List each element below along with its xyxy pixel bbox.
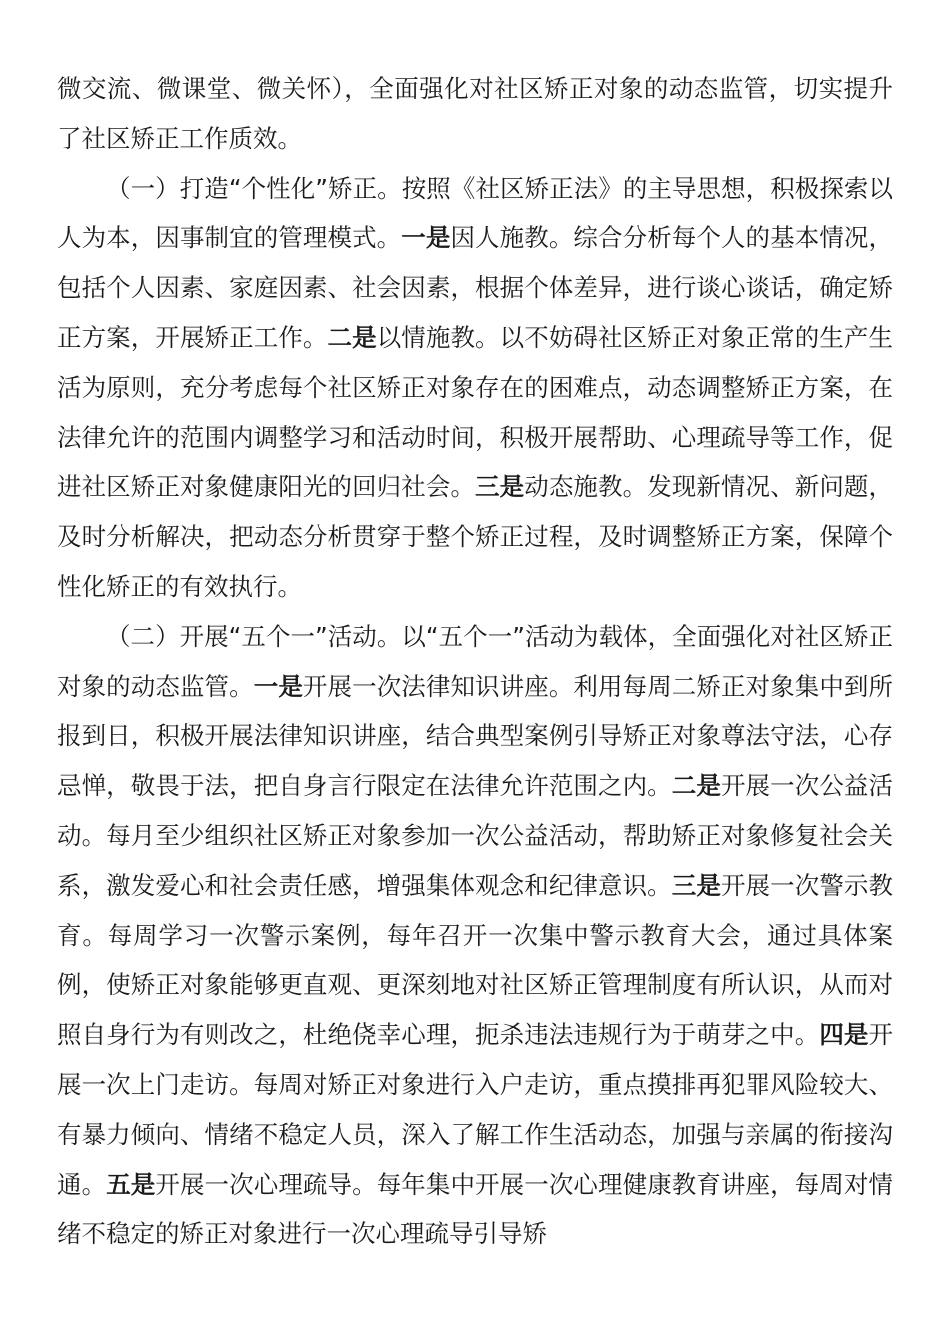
paragraph-personalized-correction xyxy=(57,164,893,612)
text-run: （二）开展“五个一”活动。以“五个一”活动为载体，全面强化对社区矫正对象的动态监管。 xyxy=(57,621,893,701)
bold-marker: 四是 xyxy=(819,1020,869,1050)
bold-marker: 五是 xyxy=(106,1169,156,1199)
document-body xyxy=(57,64,893,1259)
bold-marker: 三是 xyxy=(671,870,721,900)
text-run: （一）打造“个性化”矫正。按照《社区矫正法》的主导思想，积极探索以人为本，因事制宜的管理模式。 xyxy=(57,173,893,253)
text-run: 开展一次公益活动。每月至少组织社区矫正对象参加一次公益活动，帮助矫正对象修复社会关系，激发爱心和社会责任感，增强集体观念和纪律意识。 xyxy=(57,771,894,900)
paragraph-continuation xyxy=(57,64,893,164)
text-run: 微交流、微课堂、微关怀），全面强化对社区矫正对象的动态监管，切实提升了社区矫正工作质效。 xyxy=(57,74,893,153)
bold-marker: 二是 xyxy=(327,322,377,352)
text-run: 开展一次上门走访。每周对矫正对象进行入户走访，重点摸排再犯罪风险较大、有暴力倾向、情绪不稳定人员，深入了解工作生活动态，加强与亲属的衔接沟通。 xyxy=(57,1020,894,1199)
bold-marker: 一是 xyxy=(401,223,451,253)
text-run: 动态施教。发现新情况、新问题，及时分析解决，把动态分析贯穿于整个矫正过程，及时调整矫正方案，保障个性化矫正的有效执行。 xyxy=(57,472,894,601)
text-run: 因人施教。综合分析每个人的基本情况，包括个人因素、家庭因素、社会因素，根据个体差异，进行谈心谈话，确定矫正方案，开展矫正工作。 xyxy=(57,223,894,352)
text-run: 以情施教。以不妨碍社区矫正对象正常的生产生活为原则，充分考虑每个社区矫正对象存在的困难点，动态调整矫正方案，在法律允许的范围内调整学习和活动时间，积极开展帮助、心理疏导等工作，促进社区矫正对象健康阳光的回归社会。 xyxy=(57,322,894,502)
bold-marker: 二是 xyxy=(671,771,721,801)
text-run: 开展一次心理疏导。每年集中开展一次心理健康教育讲座，每周对情绪不稳定的矫正对象进行一次心理疏导引导矫 xyxy=(57,1169,894,1249)
text-run: 开展一次警示教育。每周学习一次警示案例，每年召开一次集中警示教育大会，通过具体案例，使矫正对象能够更直观、更深刻地对社区矫正管理制度有所认识，从而对照自身行为有则改之，杜绝侥幸心理，扼杀违法违规行为于萌芽之中。 xyxy=(57,870,894,1050)
bold-marker: 一是 xyxy=(253,671,303,701)
text-run: 开展一次法律知识讲座。利用每周二矫正对象集中到所报到日，积极开展法律知识讲座，结合典型案例引导矫正对象尊法守法，心存忌惮，敬畏于法，把自身言行限定在法律允许范围之内。 xyxy=(57,671,894,801)
bold-marker: 三是 xyxy=(475,472,525,502)
paragraph-five-ones-activity xyxy=(57,612,893,1259)
